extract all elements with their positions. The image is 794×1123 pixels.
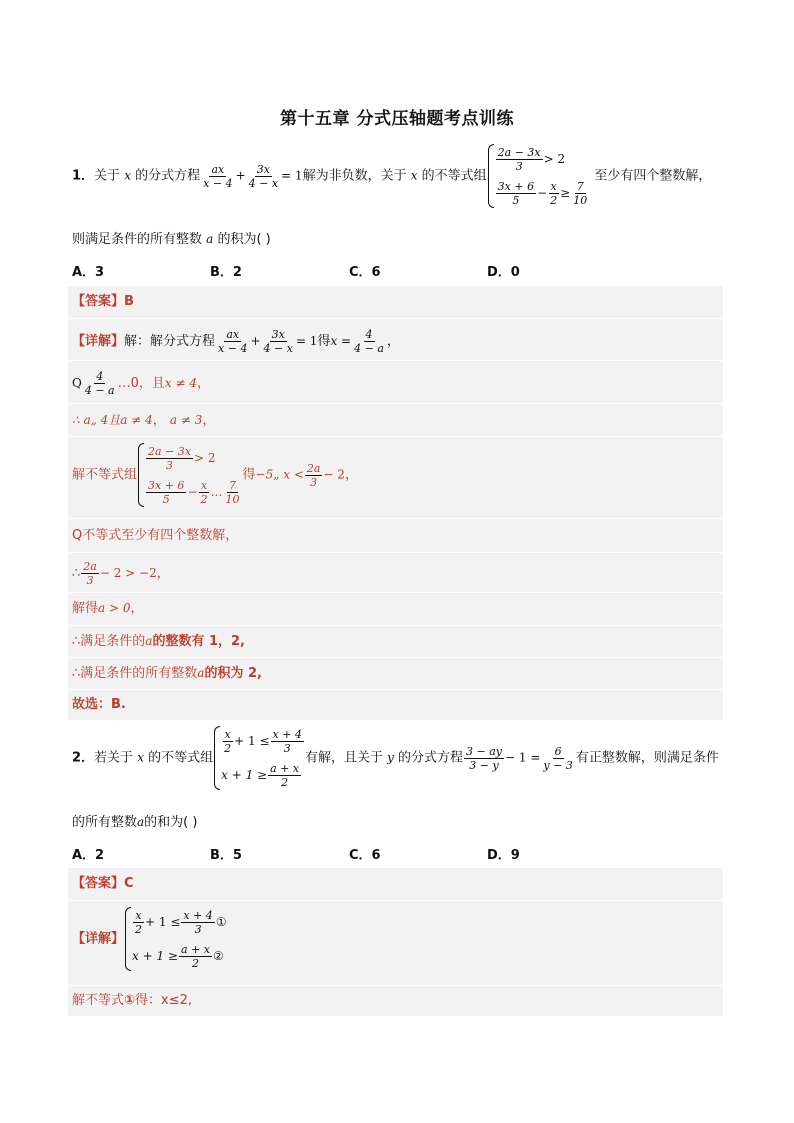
q2-answer: 【答案】C [72,876,134,891]
q1-detail-line9: ∴满足条件的所有整数a的积为 2, [72,666,262,681]
q1-stem-line1: 1．关于 x 的分式方程 $\frac{ax}{x - 4}$ + $\frac{3x}{4 - x}$ = 1解为非负数，关于 x 的不等式组 $\frac{2a - 3x}{3}$ > 2 $\frac{3x + 6}{5}$ − $\frac{x}{2}$ ≥ $\frac{7}{10}$ 至少有四个整数解， [72,142,711,210]
q1-detail-line8: ∴满足条件的a的整数有 1，2, [72,634,245,649]
q2-option-a[interactable]: A．2 [72,848,105,863]
q1-answer: 【答案】B [72,294,134,309]
q1-option-a[interactable]: A．3 [72,265,105,280]
q2-stem-line1: 2．若关于 x 的不等式组 $\frac{x}{2}$ + 1 ≤ $\frac{x + 4}{3}$ x + 1 ≥ $\frac{a + x}{2}$ 有解，且关于 y 的分式方程 $\frac{3 - ay}{3 - y}$ − 1 = $\frac{6}{y - 3}$ 有正整数解，则满足条件 [72,724,719,792]
page-title: 第十五章 分式压轴题考点训练 [280,109,514,129]
q1-detail-line2: Q $\frac{4}{4 - a}$ …0，且x ≠ 4， [72,370,211,397]
q2-detail-line1: 【详解】 $\frac{x}{2}$ + 1 ≤ $\frac{x + 4}{3}$ ① x + 1 ≥ $\frac{a + x}{2}$ ② [72,905,227,973]
q1-detail-line5: Q不等式至少有四个整数解， [72,528,239,543]
q1-stem-line2: 则满足条件的所有整数 a 的积为( ) [72,232,271,247]
q1-option-b[interactable]: B．2 [210,265,242,280]
q1-option-c[interactable]: C．6 [349,265,381,280]
fraction: $\frac{3x}{4 - x}$ [248,162,279,190]
q2-option-b[interactable]: B．5 [210,848,242,863]
q1-detail-line6: ∴ $\frac{2a}{3}$ − 2 > −2， [72,560,170,587]
q1-detail-line4: 解不等式组 $\frac{2a - 3x}{3}$ > 2 $\frac{3x + 6}{5}$ − $\frac{x}{2}$ … $\frac{7}{10}$ 得−5„ x < $\frac{2a}{3}$ − 2， [72,441,358,509]
q2-option-c[interactable]: C．6 [349,848,381,863]
fraction: $\frac{ax}{x - 4}$ [203,162,233,190]
q1-detail-line3: ∴ a„ 4且a ≠ 4， a ≠ 3， [72,413,216,428]
q2-stem-line2: 的所有整数a的和为( ) [72,815,198,830]
q2-option-d[interactable]: D．9 [487,848,520,863]
q1-detail-line7: 解得a > 0， [72,601,144,616]
q2-detail-line2: 解不等式①得：x≤2, [72,993,193,1008]
q1-detail-line10: 故选：B. [72,697,126,712]
q1-option-d[interactable]: D．0 [487,265,520,280]
inequality-system: $\frac{2a - 3x}{3}$ > 2 $\frac{3x + 6}{5}$ − $\frac{x}{2}$ ≥ $\frac{7}{10}$ [487,142,591,210]
q1-detail-line1: 【详解】解：解分式方程 $\frac{ax}{x - 4}$ + $\frac{3x}{4 - x}$ = 1得x = $\frac{4}{4 - a}$ ， [72,328,400,355]
